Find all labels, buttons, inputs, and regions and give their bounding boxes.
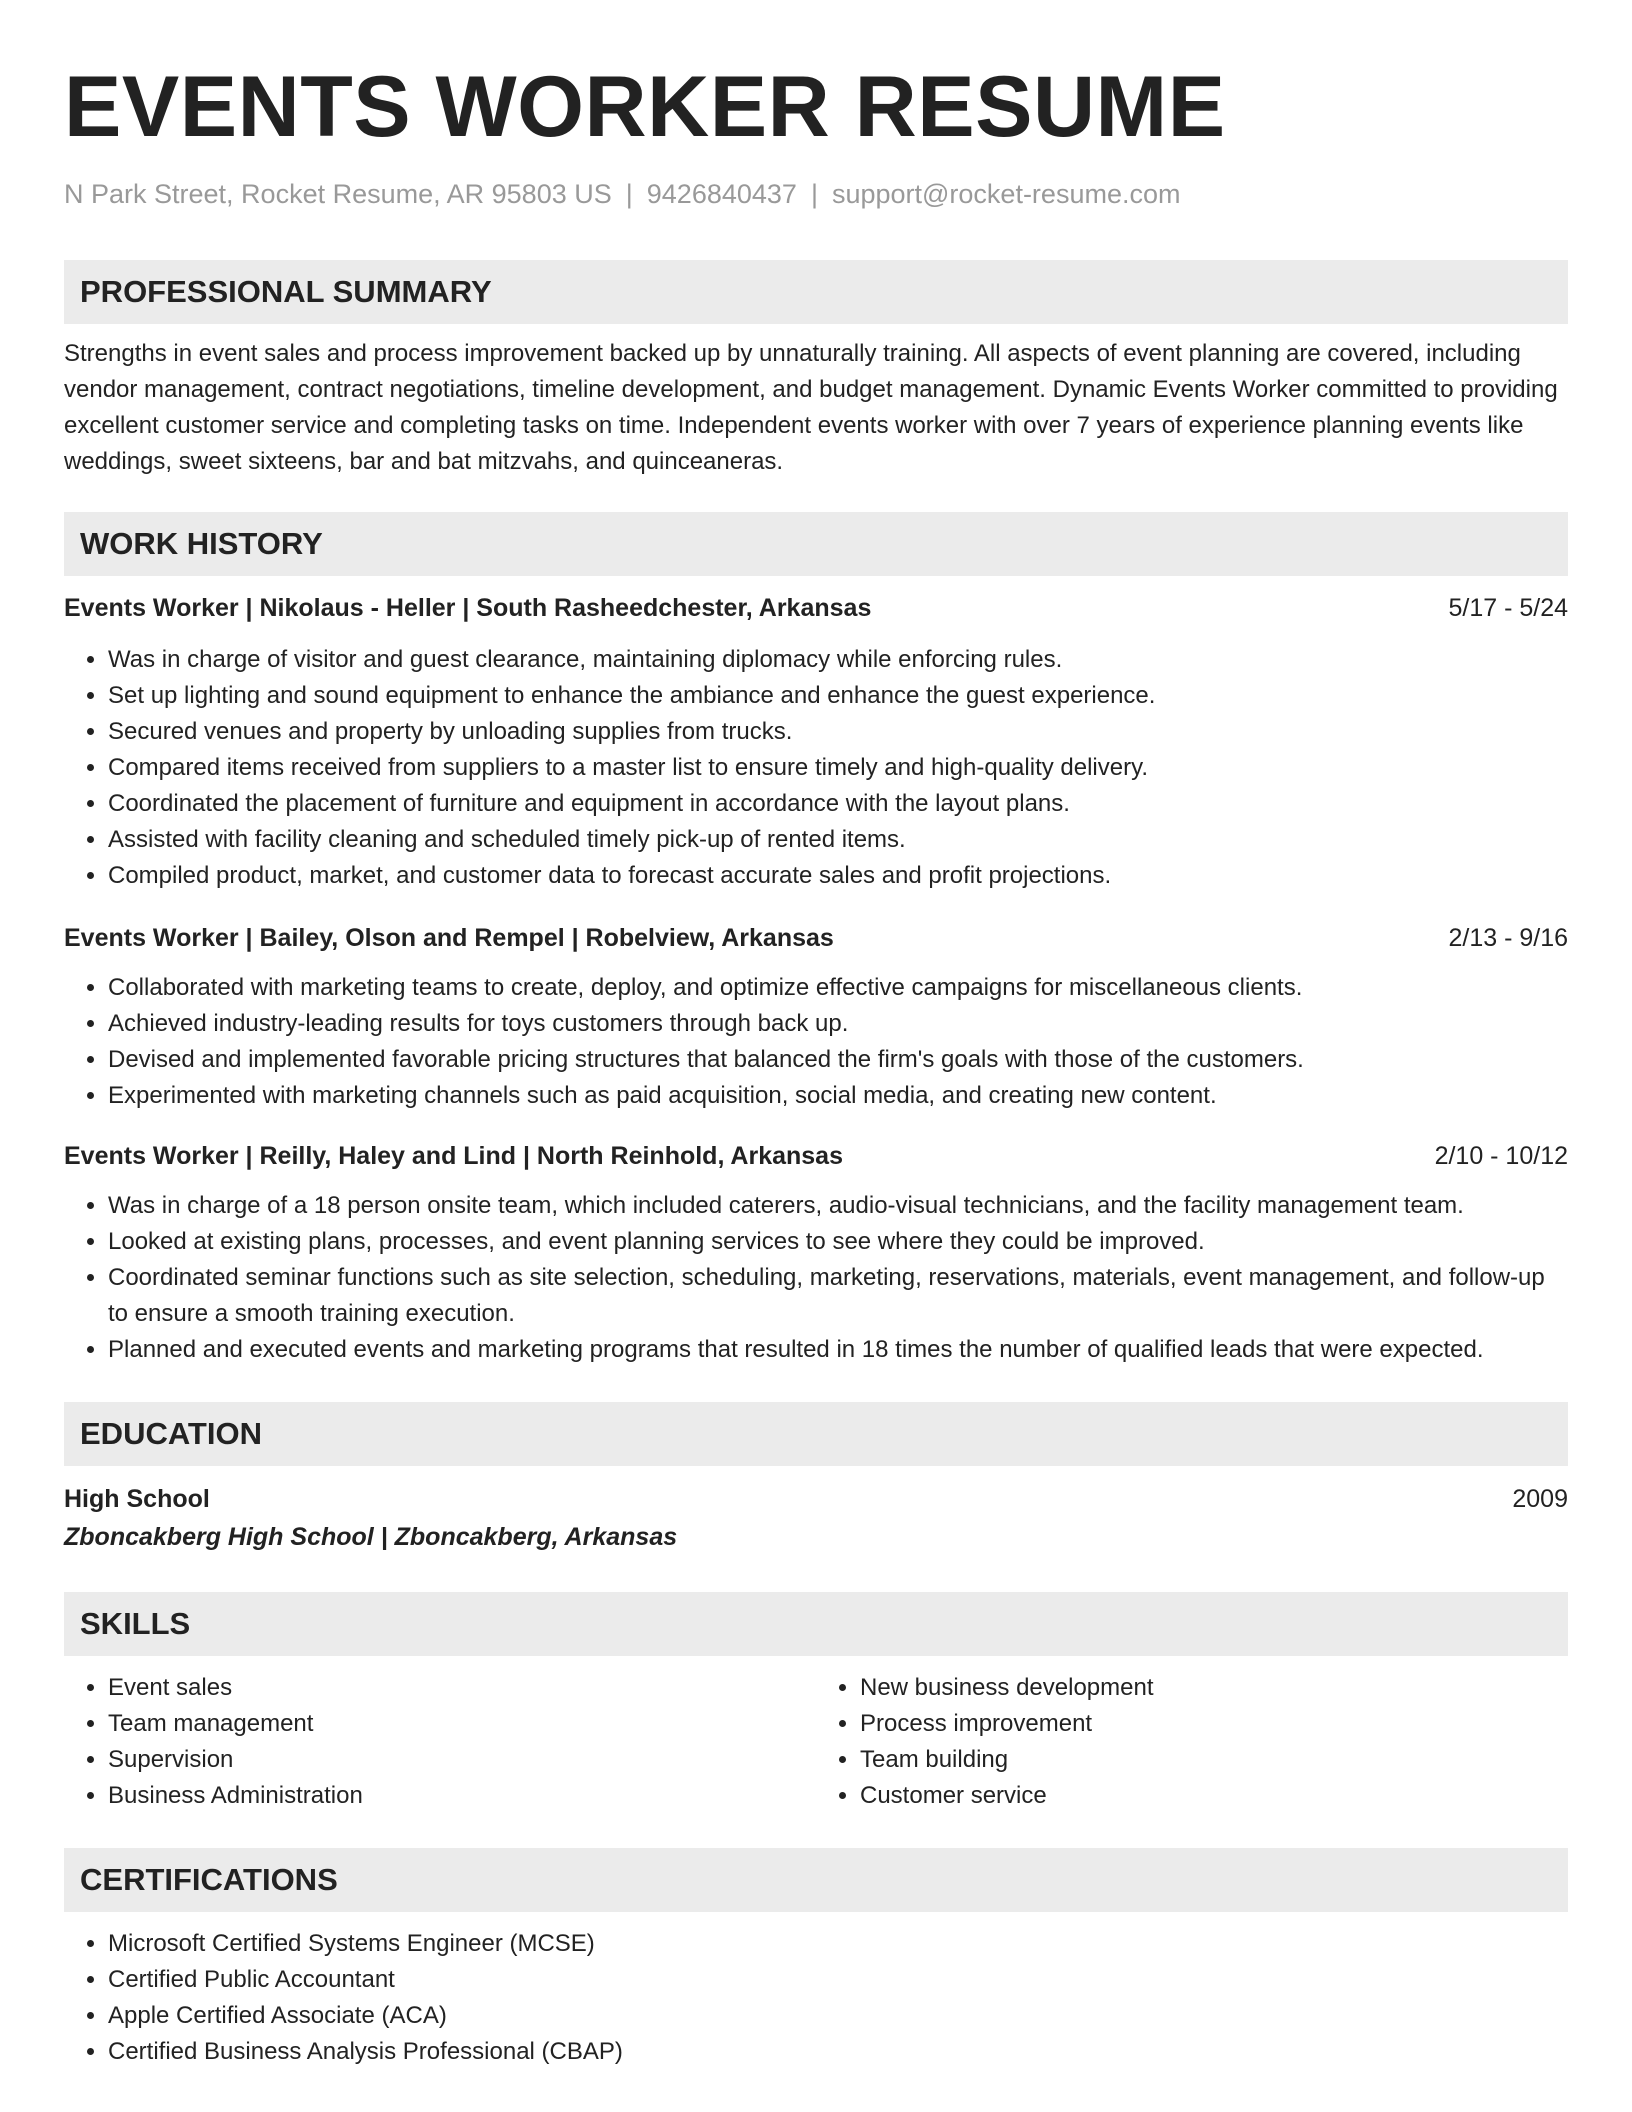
list-item: • Apple Certified Associate (ACA) <box>108 1998 1568 2034</box>
contact-separator: | <box>810 179 818 209</box>
email-text: support@rocket-resume.com <box>831 179 1181 209</box>
job-dates: 5/17 - 5/24 <box>1448 594 1568 623</box>
job-title: Events Worker | Reilly, Haley and Lind | North Reinhold, Arkansas <box>64 1142 843 1171</box>
job-title: Events Worker | Bailey, Olson and Rempel | Robelview, Arkansas <box>64 924 834 953</box>
phone-text: 9426840437 <box>646 179 797 209</box>
skills-columns <box>64 1670 1568 1814</box>
work-heading: WORK HISTORY <box>64 512 1568 576</box>
list-item: • Set up lighting and sound equipment to enhance the ambiance and enhance the guest experience. <box>108 678 1568 714</box>
list-item: • Customer service <box>860 1778 1568 1814</box>
job-bullets <box>64 1188 1568 1368</box>
address-text: N Park Street, Rocket Resume, AR 95803 US <box>64 179 612 209</box>
job-title: Events Worker | Nikolaus - Heller | South Rasheedchester, Arkansas <box>64 594 872 623</box>
list-item: • Team management <box>108 1706 816 1742</box>
list-item: • Looked at existing plans, processes, and event planning services to see where they could be improved. <box>108 1224 1568 1260</box>
summary-text: Strengths in event sales and process improvement backed up by unnaturally training. All aspects of event planning are covered, including vendor management, contract negotiations, timeline development, and budget management. Dynamic Events Worker committed to providing excellent customer service and completing tasks on time. Independent events worker with over 7 years of experience planning events like weddings, sweet sixteens, bar and bat mitzvahs, and quinceaneras. <box>64 340 1558 476</box>
certifications-list <box>64 1926 1568 2070</box>
list-item: • Coordinated seminar functions such as site selection, scheduling, marketing, reservations, materials, event management, and follow-up to ensure a smooth training execution. <box>108 1260 1568 1332</box>
certifications-heading: CERTIFICATIONS <box>64 1848 1568 1912</box>
education-degree: High School <box>64 1485 210 1514</box>
summary-section <box>64 260 1568 480</box>
skills-left-list <box>64 1670 816 1814</box>
skills-right-list <box>816 1670 1568 1814</box>
list-item: • Compiled product, market, and customer data to forecast accurate sales and profit projections. <box>108 858 1568 894</box>
list-item: • Achieved industry-leading results for toys customers through back up. <box>108 1006 1568 1042</box>
list-item: • Compared items received from suppliers to a master list to ensure timely and high-quality delivery. <box>108 750 1568 786</box>
education-row <box>64 1480 1568 1518</box>
list-item: • Devised and implemented favorable pricing structures that balanced the firm's goals with those of the customers. <box>108 1042 1568 1078</box>
education-section <box>64 1402 1568 1556</box>
list-item: • Experimented with marketing channels such as paid acquisition, social media, and creating new content. <box>108 1078 1568 1114</box>
list-item: • Planned and executed events and marketing programs that resulted in 18 times the number of qualified leads that were expected. <box>108 1332 1568 1368</box>
list-item: • New business development <box>860 1670 1568 1706</box>
skills-section <box>64 1592 1568 1814</box>
list-item: • Collaborated with marketing teams to create, deploy, and optimize effective campaigns for miscellaneous clients. <box>108 970 1568 1006</box>
job-dates: 2/10 - 10/12 <box>1434 1142 1568 1171</box>
list-item: • Was in charge of visitor and guest clearance, maintaining diplomacy while enforcing rules. <box>108 642 1568 678</box>
job-bullets <box>64 970 1568 1114</box>
list-item: • Certified Business Analysis Professional (CBAP) <box>108 2034 1568 2070</box>
education-school: Zboncakberg High School | Zboncakberg, Arkansas <box>64 1523 678 1552</box>
resume-title: EVENTS WORKER RESUME <box>64 59 1226 155</box>
job-header <box>64 1138 1568 1174</box>
work-section <box>64 512 1568 1368</box>
list-item: • Microsoft Certified Systems Engineer (MCSE) <box>108 1926 1568 1962</box>
job-bullets <box>64 642 1568 894</box>
list-item: • Secured venues and property by unloading supplies from trucks. <box>108 714 1568 750</box>
contact-separator: | <box>625 179 633 209</box>
skills-heading: SKILLS <box>64 1592 1568 1656</box>
list-item: • Team building <box>860 1742 1568 1778</box>
summary-heading: PROFESSIONAL SUMMARY <box>64 260 1568 324</box>
education-heading: EDUCATION <box>64 1402 1568 1466</box>
list-item: • Coordinated the placement of furniture and equipment in accordance with the layout plans. <box>108 786 1568 822</box>
list-item: • Assisted with facility cleaning and scheduled timely pick-up of rented items. <box>108 822 1568 858</box>
job-header <box>64 920 1568 956</box>
job-entry <box>64 590 1568 894</box>
list-item: • Supervision <box>108 1742 816 1778</box>
list-item: • Event sales <box>108 1670 816 1706</box>
job-entry <box>64 1138 1568 1368</box>
job-header <box>64 590 1568 626</box>
education-year: 2009 <box>1512 1485 1568 1514</box>
list-item: • Was in charge of a 18 person onsite team, which included caterers, audio-visual technicians, and the facility management team. <box>108 1188 1568 1224</box>
list-item: • Business Administration <box>108 1778 816 1814</box>
contact-line <box>64 178 1568 210</box>
job-entry <box>64 920 1568 1114</box>
list-item: • Certified Public Accountant <box>108 1962 1568 1998</box>
list-item: • Process improvement <box>860 1706 1568 1742</box>
certifications-section <box>64 1848 1568 2070</box>
job-dates: 2/13 - 9/16 <box>1448 924 1568 953</box>
